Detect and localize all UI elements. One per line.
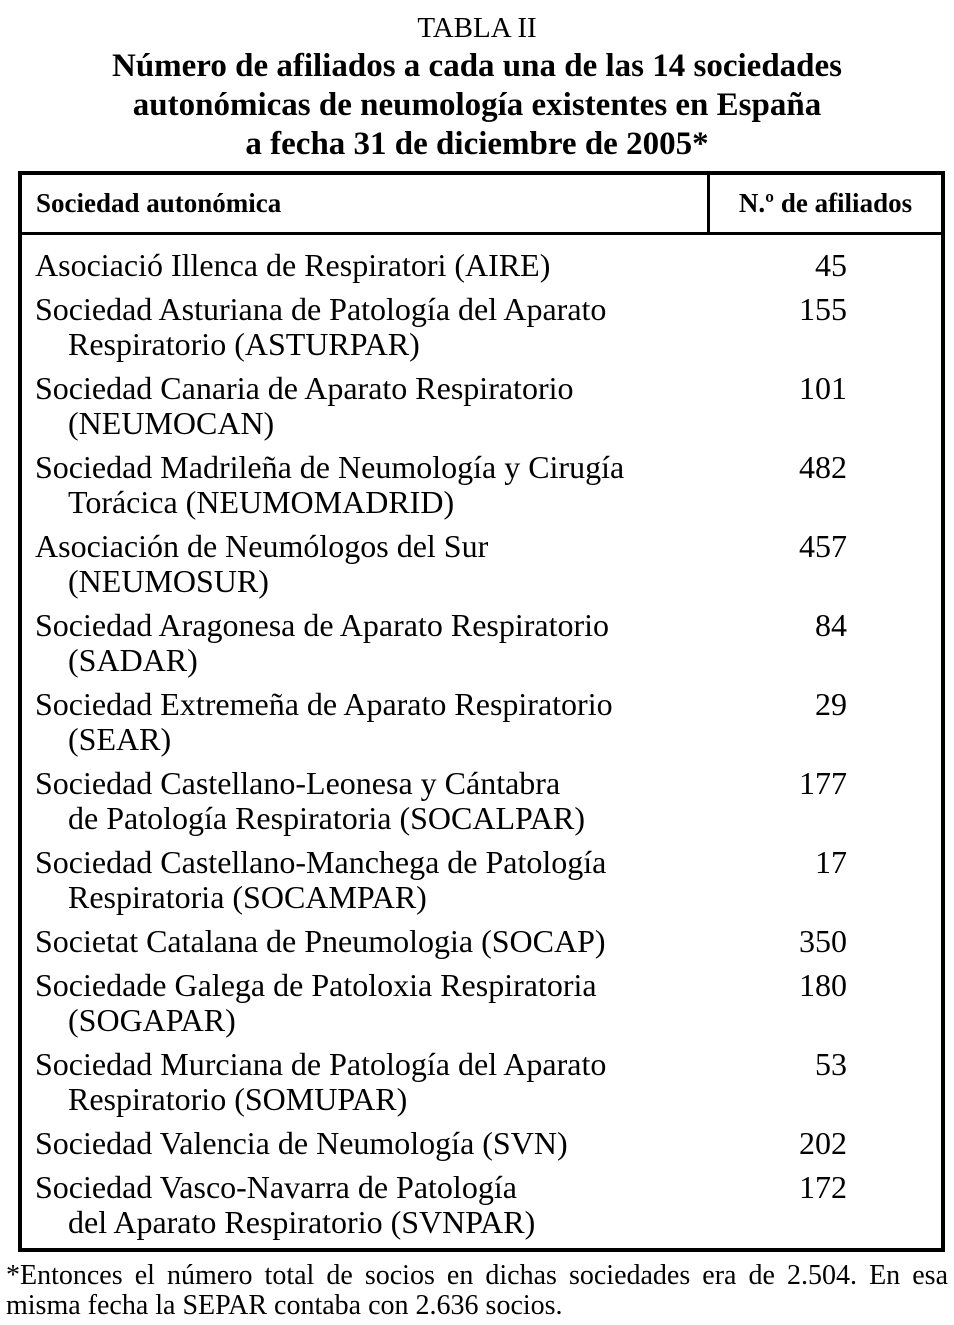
- society-name-cell: [22, 1047, 710, 1117]
- affiliates-count-cell: 457: [799, 528, 847, 564]
- society-name-line-2: de Patología Respiratoria (SOCALPAR): [68, 800, 585, 836]
- affiliates-count-cell: 84: [815, 607, 847, 643]
- table-row: [22, 608, 941, 678]
- society-name-line-1: Sociedad Madrileña de Neumología y Cirugía: [35, 449, 625, 485]
- society-name-line-1: Sociedad Vasco-Navarra de Patología: [35, 1169, 517, 1205]
- society-name-cell: [22, 968, 710, 1038]
- table-row: [22, 845, 941, 915]
- footnote: [6, 1261, 948, 1321]
- table-row: [22, 450, 941, 520]
- footnote-line-2: misma fecha la SEPAR contaba con 2.636 socios.: [6, 1290, 563, 1321]
- society-name-line-2: Torácica (NEUMOMADRID): [68, 484, 455, 520]
- society-name-cell: [22, 924, 710, 959]
- column-header-society: Sociedad autonómica: [22, 175, 710, 232]
- table-row: [22, 924, 941, 959]
- affiliates-count-cell: 17: [815, 844, 847, 880]
- table-row: [22, 1047, 941, 1117]
- society-name-line-1: Sociedad Asturiana de Patología del Aparato: [35, 291, 607, 327]
- society-name-line-2: Respiratorio (SOMUPAR): [68, 1081, 408, 1117]
- affiliates-count-cell: 45: [815, 247, 847, 283]
- society-name-cell: [22, 687, 710, 757]
- society-name-line-1: Asociación de Neumólogos del Sur: [35, 528, 489, 564]
- society-name-line-2: (SEAR): [68, 721, 172, 757]
- society-name-cell: [22, 845, 710, 915]
- society-name-line-2: (SADAR): [68, 642, 198, 678]
- society-name-cell: [22, 450, 710, 520]
- affiliates-count-cell: 202: [799, 1125, 847, 1161]
- affiliates-count-cell: 177: [799, 765, 847, 801]
- affiliates-count-cell: 29: [815, 686, 847, 722]
- footnote-line-1: *Entonces el número total de socios en dichas sociedades era de 2.504. En esa: [6, 1260, 948, 1291]
- table-title-line-2: autonómicas de neumología existentes en España: [132, 87, 822, 123]
- society-name-line-2: Respiratorio (ASTURPAR): [68, 326, 420, 362]
- table-row: [22, 529, 941, 599]
- society-name-line-1: Asociació Illenca de Respiratori (AIRE): [35, 247, 551, 283]
- table-body: [22, 235, 941, 1248]
- society-name-line-1: Sociedad Murciana de Patología del Aparato: [35, 1046, 607, 1082]
- society-name-cell: [22, 1126, 710, 1161]
- table-title-line-1: Número de afiliados a cada una de las 14 sociedades: [111, 48, 843, 84]
- society-name-line-1: Sociedad Canaria de Aparato Respiratorio: [35, 370, 574, 406]
- table-row: [22, 1126, 941, 1161]
- society-name-line-2: Respiratoria (SOCAMPAR): [68, 879, 427, 915]
- table-row: [22, 371, 941, 441]
- society-name-line-1: Sociedad Extremeña de Aparato Respiratorio: [35, 686, 613, 722]
- table-row: [22, 248, 941, 283]
- column-header-affiliates: N.º de afiliados: [738, 188, 913, 218]
- society-name-line-2: (NEUMOSUR): [68, 563, 269, 599]
- society-name-cell: [22, 371, 710, 441]
- society-name-line-1: Societat Catalana de Pneumologia (SOCAP): [35, 923, 606, 959]
- society-name-cell: [22, 766, 710, 836]
- table-row: [22, 1170, 941, 1240]
- society-name-line-2: (NEUMOCAN): [68, 405, 275, 441]
- affiliates-count-cell: 155: [799, 291, 847, 327]
- society-name-line-2: (SOGAPAR): [68, 1002, 236, 1038]
- table-header-row: [22, 175, 941, 235]
- society-name-cell: [22, 1170, 710, 1240]
- society-name-line-1: Sociedad Castellano-Manchega de Patología: [35, 844, 607, 880]
- table-number-heading: TABLA II: [417, 12, 537, 44]
- affiliates-count-cell: 350: [799, 923, 847, 959]
- society-name-cell: [22, 248, 710, 283]
- society-name-line-1: Sociedad Castellano-Leonesa y Cántabra: [35, 765, 561, 801]
- affiliates-count-cell: 53: [815, 1046, 847, 1082]
- table-row: [22, 292, 941, 362]
- affiliates-count-cell: 172: [799, 1169, 847, 1205]
- table-row: [22, 687, 941, 757]
- table-row: [22, 766, 941, 836]
- society-name-line-1: Sociedad Aragonesa de Aparato Respiratorio: [35, 607, 610, 643]
- table-caption-block: [0, 0, 954, 164]
- society-name-cell: [22, 292, 710, 362]
- affiliates-count-cell: 101: [799, 370, 847, 406]
- affiliates-count-cell: 482: [799, 449, 847, 485]
- table-title-line-3: a fecha 31 de diciembre de 2005*: [245, 126, 709, 162]
- affiliates-count-cell: 180: [799, 967, 847, 1003]
- affiliates-table: [18, 171, 945, 1252]
- society-name-line-1: Sociedad Valencia de Neumología (SVN): [35, 1125, 568, 1161]
- society-name-line-1: Sociedade Galega de Patoloxia Respiratoria: [35, 967, 597, 1003]
- table-row: [22, 968, 941, 1038]
- society-name-cell: [22, 608, 710, 678]
- society-name-cell: [22, 529, 710, 599]
- society-name-line-2: del Aparato Respiratorio (SVNPAR): [68, 1204, 536, 1240]
